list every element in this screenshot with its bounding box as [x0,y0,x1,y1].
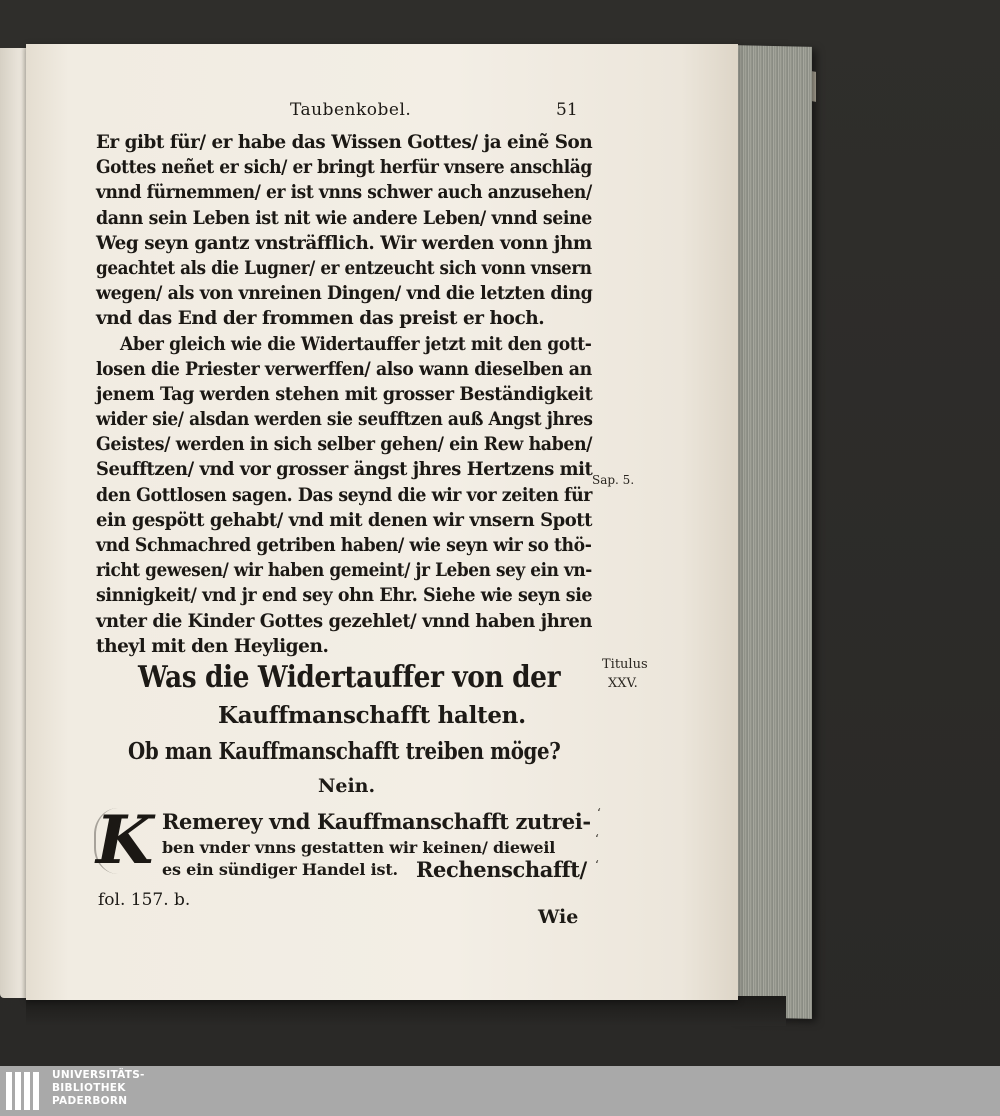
drop-cap-initial: K [96,801,154,879]
body-line: geachtet als die Lugner/ er entzeucht sich vonn vnsern [96,257,592,279]
body-line: Er gibt für/ er habe das Wissen Gottes/ ja einẽ Son [96,132,593,153]
library-name-line: UNIVERSITÄTS- [52,1069,145,1081]
paragraph-line: Remerey vnd Kauffmanschafft zutrei- [162,809,591,834]
folio-reference: fol. 157. b. [98,890,191,910]
book-shadow [26,996,786,1026]
body-line: jenem Tag werden stehen mit grosser Beständigkeit [96,383,593,405]
catchword: Wie [538,906,579,928]
quote-mark: ‘ [597,806,601,820]
paragraph-line: es ein sündiger Handel ist. [162,860,398,879]
body-line: ein gespött gehabt/ vnd mit denen wir vnsern Spott [96,509,592,531]
body-line: Gottes neñet er sich/ er bringt herfür vnsere anschläg [96,157,592,179]
margin-titulus-label: Titulus [602,657,648,672]
body-line: theyl mit den Heyligen. [96,635,329,657]
body-line: den Gottlosen sagen. Das seynd die wir vor zeiten für [96,484,592,506]
library-footer [0,1066,1000,1116]
body-line: wider sie/ alsdan werden sie seufftzen auß Angst jhres [96,409,593,431]
running-head: Taubenkobel. [290,100,412,120]
answer-heading: Nein. [318,775,376,797]
quote-mark: ‘ [595,832,599,846]
question-heading: Ob man Kauffmanschafft treiben möge? [128,738,561,765]
section-heading: Was die Widertauffer von der [138,660,561,695]
page-number: 51 [556,100,578,120]
body-line: Aber gleich wie die Widertauffer jetzt mit den gott- [120,333,592,355]
body-line: vnd Schmachred getriben haben/ wie seyn wir so thö- [96,535,592,556]
body-line: losen die Priester verwerffen/ also wann dieselben an [96,358,592,380]
body-line: wegen/ als von vnreinen Dingen/ vnd die letzten ding [96,283,593,305]
library-name [52,1069,145,1108]
library-name-line: BIBLIOTHEK [52,1082,126,1094]
body-line: dann sein Leben ist nit wie andere Leben/ vnnd seine [96,207,592,229]
body-line: Seufftzen/ vnd vor grosser ängst jhres Hertzens mit [96,459,593,481]
paragraph-line: ben vnder vnns gestatten wir keinen/ dieweil [162,838,556,857]
body-line: Weg seyn gantz vnsträfflich. Wir werden vonn jhm [96,232,592,254]
body-text [96,130,592,659]
paragraph-line-emphasis: Rechenschafft/ [416,857,587,882]
library-logo [6,1072,46,1110]
body-line: sinnigkeit/ vnd jr end sey ohn Ehr. Siehe wie seyn sie [96,585,593,607]
page-block-edges [734,45,812,1019]
body-line: vnd das End der frommen das preist er hoch. [96,308,545,330]
margin-titulus-number: XXV. [608,676,638,691]
body-line: richt gewesen/ wir haben gemeint/ jr Leben sey ein vn- [96,560,592,582]
body-line: vnter die Kinder Gottes gezehlet/ vnnd haben jhren [96,610,593,632]
library-name-line: PADERBORN [52,1095,128,1107]
margin-note-sap: Sap. 5. [592,473,635,487]
body-line: Geistes/ werden in sich selber gehen/ ein Rew haben/ [96,434,593,456]
body-line: vnnd fürnemmen/ er ist vnns schwer auch anzusehen/ [96,182,592,204]
section-subheading: Kauffmanschafft halten. [218,702,526,729]
quote-mark: ‘ [595,858,599,872]
